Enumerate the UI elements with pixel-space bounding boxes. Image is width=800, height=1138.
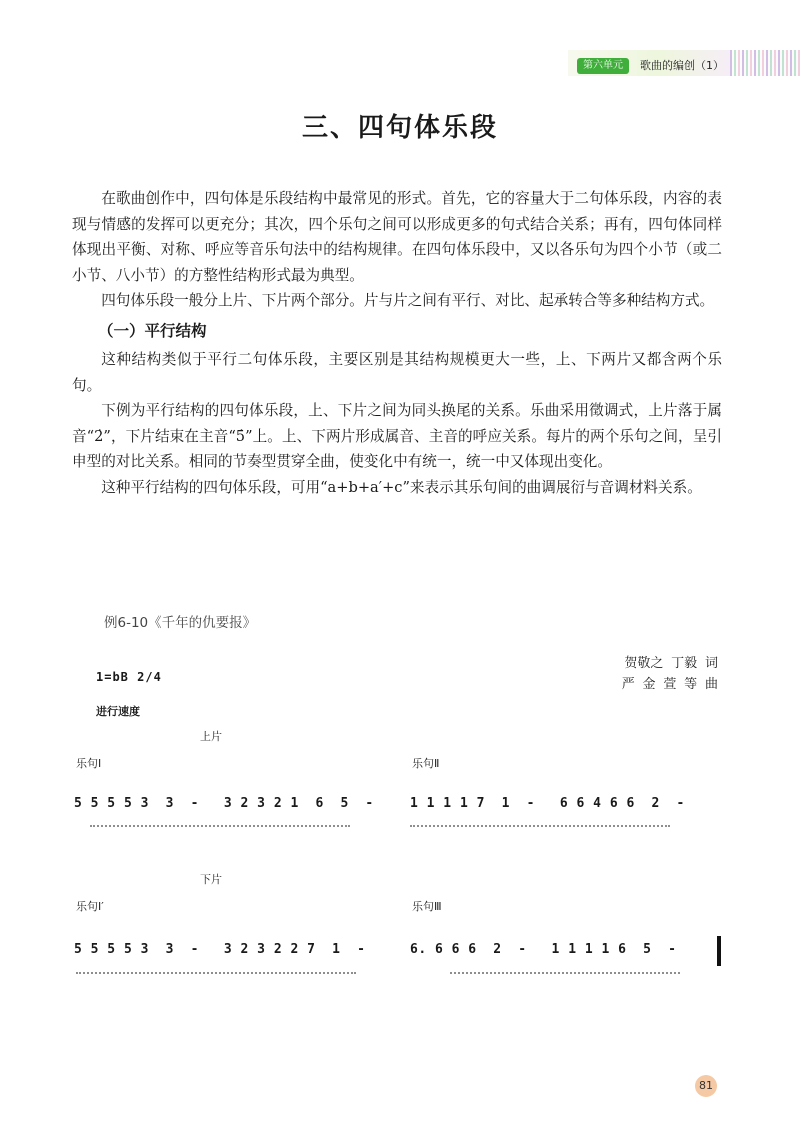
lyricist: 贺敬之 丁毅 词 — [624, 656, 718, 671]
octave-dots — [450, 972, 680, 978]
score-line-1a: 5 5 5 5 3 3 - 3 2 3 2 1 6 5 - — [74, 796, 374, 811]
tempo-marking: 进行速度 — [96, 705, 140, 718]
paragraph-2: 四句体乐段一般分上片、下片两个部分。片与片之间有平行、对比、起承转合等多种结构方式。 — [101, 292, 715, 310]
octave-dots — [410, 825, 670, 831]
score-line-2a: 5 5 5 5 3 3 - 3 2 3 2 2 7 1 - — [74, 942, 366, 957]
phrase-2-label: 乐句Ⅱ — [412, 757, 440, 770]
page-number: 81 — [695, 1075, 717, 1097]
score-line-1b: 1 1 1 1 7 1 - 6 6 4 6 6 2 - — [410, 796, 685, 811]
unit-badge: 第六单元 — [577, 58, 629, 74]
body-text — [72, 186, 722, 501]
lower-section-label: 下片 — [200, 873, 222, 886]
phrase-1-label: 乐句Ⅰ — [76, 757, 102, 770]
score-line-2b: 6. 6 6 6 2 - 1 1 1 1 6 5 - — [410, 942, 677, 957]
phrase-3-label: 乐句Ⅰ′ — [76, 900, 104, 913]
credits — [622, 653, 718, 695]
phrase-4-label: 乐句Ⅲ — [412, 900, 442, 913]
paragraph-4: 下例为平行结构的四句体乐段，上、下片之间为同头换尾的关系。乐曲采用徵调式，上片落于属音“2̇”，下片结束在主音“5̇”上。上、下两片形成属音、主音的呼应关系。每片的两个乐句之间，呈引申型的对比关系。相同的节奏型贯穿全曲，使变化中有统一，统一中又体现出变化。 — [72, 402, 722, 471]
header-decoration — [730, 50, 800, 76]
octave-dots — [76, 972, 356, 978]
paragraph-5: 这种平行结构的四句体乐段，可用“a+b+a′+c”来表示其乐句间的曲调展衍与音调材料关系。 — [101, 478, 702, 496]
final-barline — [717, 936, 721, 966]
composer: 严 金 萱 等 曲 — [621, 677, 718, 692]
upper-section-label: 上片 — [200, 730, 222, 743]
octave-dots — [90, 825, 350, 831]
key-signature: 1=bB 2/4 — [96, 670, 162, 684]
paragraph-3: 这种结构类似于平行二句体乐段，主要区别是其结构规模更大一些，上、下两片又都含两个乐句。 — [72, 350, 722, 394]
example-title: 例6-10《千年的仇要报》 — [104, 615, 257, 631]
paragraph-1: 在歌曲创作中，四句体是乐段结构中最常见的形式。首先，它的容量大于二句体乐段，内容的表现与情感的发挥可以更充分；其次，四个乐句之间可以形成更多的句式结合关系；再有，四句体同样体现出平衡、对称、呼应等音乐句法中的结构规律。在四句体乐段中，又以各乐句为四个小节（或二小节、八小节）的方整性结构形式最为典型。 — [72, 190, 722, 284]
page-title: 三、四句体乐段 — [301, 113, 498, 143]
section-title: 歌曲的编创（1） — [640, 59, 724, 72]
section-subheading: （一）平行结构 — [98, 321, 207, 340]
